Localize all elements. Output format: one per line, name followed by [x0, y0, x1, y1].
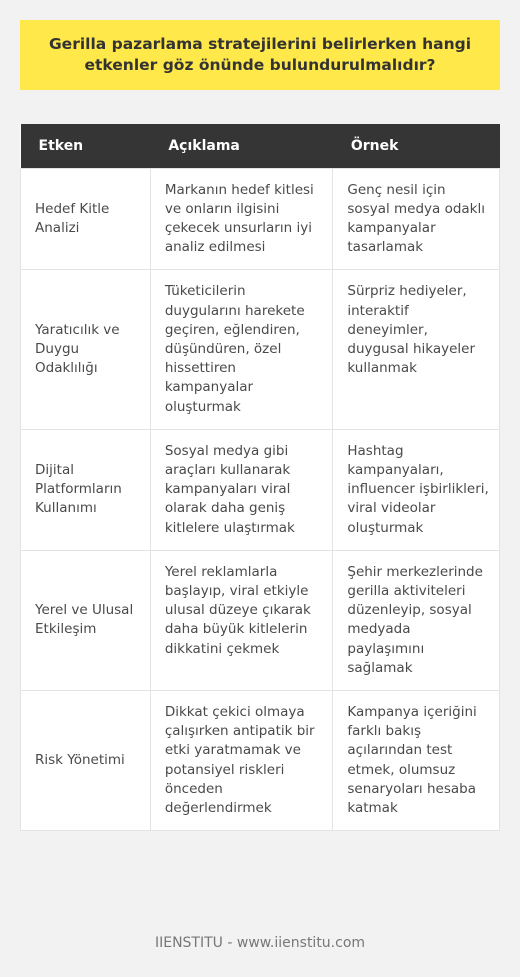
cell-ornek: Sürpriz hediyeler, interaktif deneyimler, duygusal hikayeler kullanmak: [333, 270, 500, 429]
table-header-row: [21, 124, 500, 168]
page-title: Gerilla pazarlama stratejilerini belirlerken hangi etkenler göz önünde bulundurulmalıdır?: [48, 35, 472, 74]
cell-ornek: Genç nesil için sosyal medya odaklı kampanyalar tasarlamak: [333, 168, 500, 270]
cell-aciklama: Dikkat çekici olmaya çalışırken antipatik bir etki yaratmamak ve potansiyel riskleri önceden değerlendirmek: [150, 690, 333, 830]
factors-table: [20, 124, 500, 831]
cell-aciklama: Yerel reklamlarla başlayıp, viral etkiyle ulusal düzeye çıkarak daha büyük kitlelerin dikkatini çekmek: [150, 550, 333, 690]
table-row: [21, 550, 500, 690]
cell-etken: Hedef Kitle Analizi: [21, 168, 151, 270]
cell-aciklama: Tüketicilerin duygularını harekete geçiren, eğlendiren, düşündüren, özel hissettiren kampanyalar oluşturmak: [150, 270, 333, 429]
table-row: [21, 270, 500, 429]
footer-credit: IIENSTITU - www.iienstitu.com: [154, 935, 366, 951]
header-etken: Etken: [21, 124, 151, 168]
cell-aciklama: Markanın hedef kitlesi ve onların ilgisini çekecek unsurların iyi analiz edilmesi: [150, 168, 333, 270]
cell-aciklama: Sosyal medya gibi araçları kullanarak kampanyaları viral olarak daha geniş kitlelere ulaştırmak: [150, 429, 333, 550]
cell-etken: Risk Yönetimi: [21, 690, 151, 830]
cell-etken: Yerel ve Ulusal Etkileşim: [21, 550, 151, 690]
table-row: [21, 690, 500, 830]
title-banner: [20, 20, 500, 90]
header-aciklama: Açıklama: [150, 124, 333, 168]
cell-etken: Dijital Platformların Kullanımı: [21, 429, 151, 550]
cell-ornek: Şehir merkezlerinde gerilla aktiviteleri düzenleyip, sosyal medyada paylaşımını sağlamak: [333, 550, 500, 690]
header-ornek: Örnek: [333, 124, 500, 168]
cell-ornek: Hashtag kampanyaları, influencer işbirlikleri, viral videolar oluşturmak: [333, 429, 500, 550]
table-row: [21, 429, 500, 550]
cell-etken: Yaratıcılık ve Duygu Odaklılığı: [21, 270, 151, 429]
table-row: [21, 168, 500, 270]
cell-ornek: Kampanya içeriğini farklı bakış açılarından test etmek, olumsuz senaryoları hesaba katmak: [333, 690, 500, 830]
